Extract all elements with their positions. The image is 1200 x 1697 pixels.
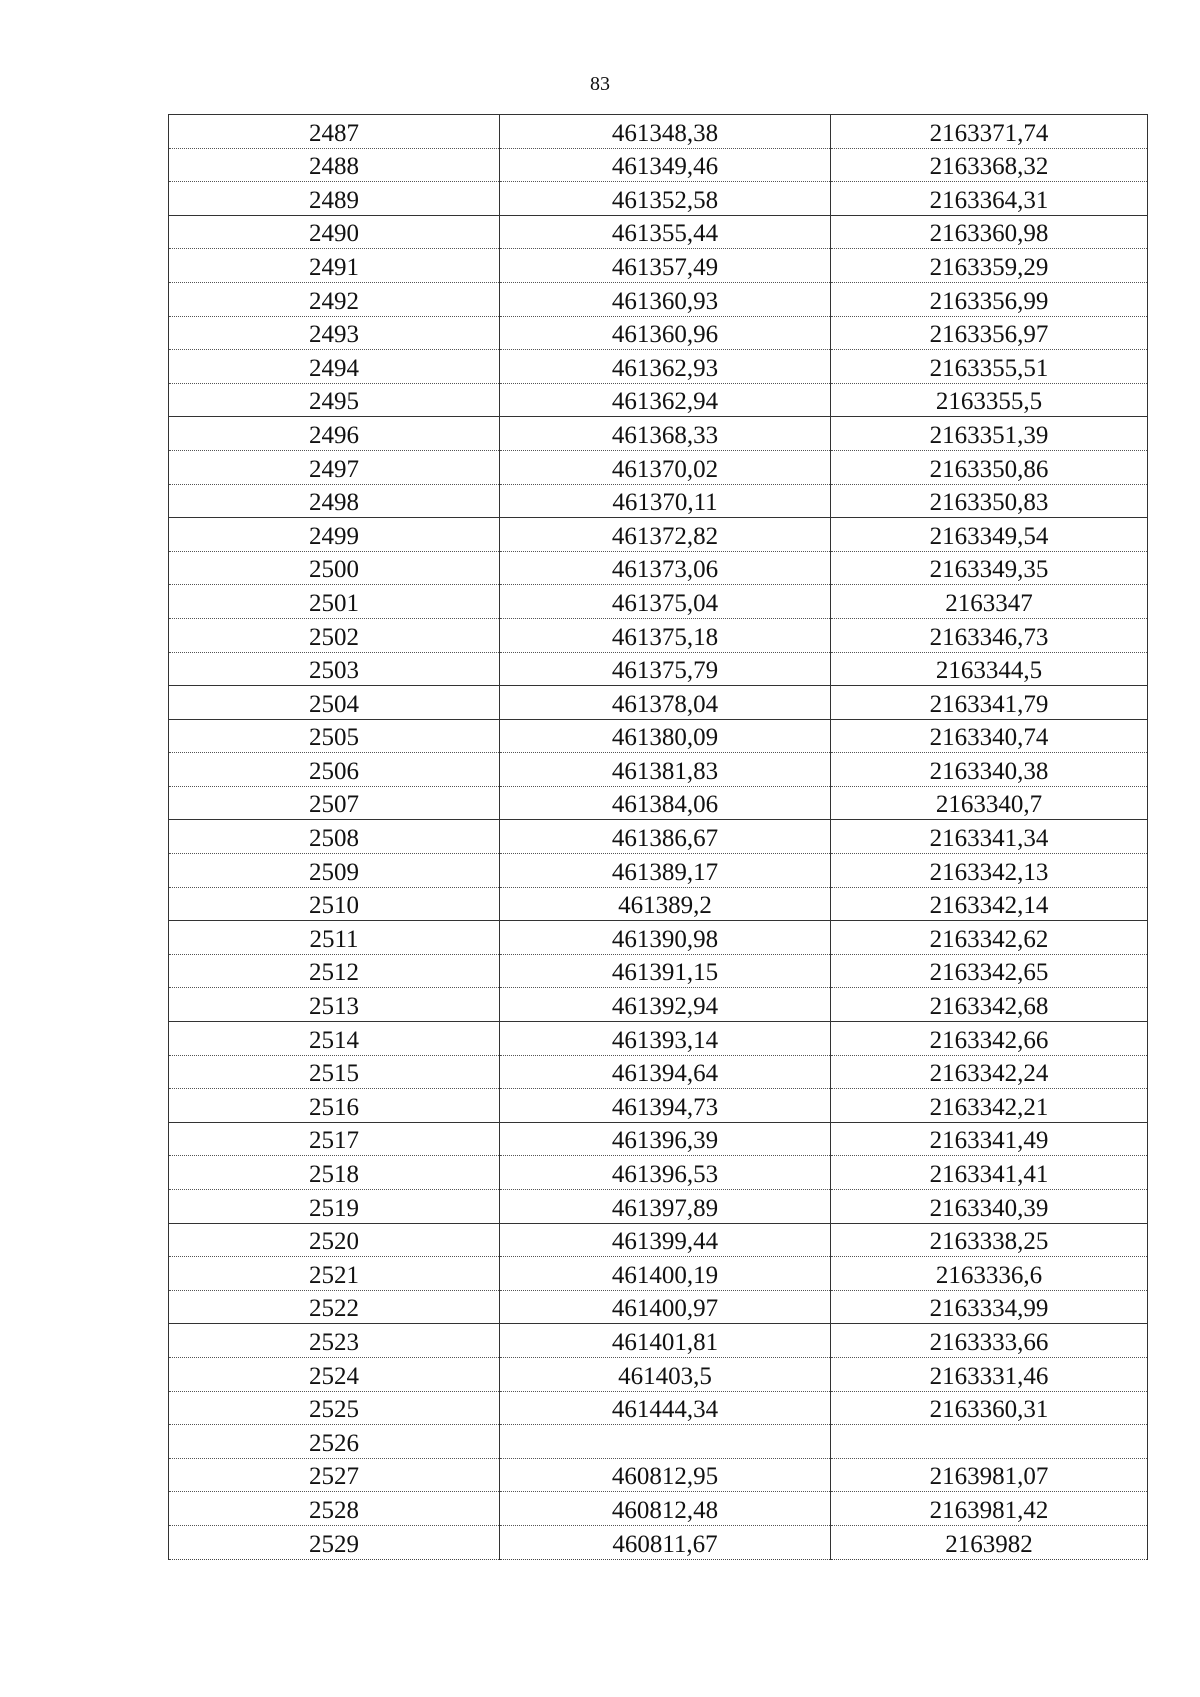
- x-coordinate-cell: 461372,82: [500, 518, 831, 552]
- table-row: [169, 618, 1148, 652]
- x-coordinate-cell: 461375,04: [500, 585, 831, 619]
- table-row: [169, 1089, 1148, 1123]
- x-coordinate-cell: 461403,5: [500, 1357, 831, 1391]
- x-coordinate-cell: 461375,79: [500, 652, 831, 686]
- y-coordinate-cell: 2163346,73: [831, 618, 1148, 652]
- point-number-cell: 2495: [169, 383, 500, 417]
- table-row: [169, 1290, 1148, 1324]
- y-coordinate-cell: 2163344,5: [831, 652, 1148, 686]
- point-number-cell: 2508: [169, 820, 500, 854]
- y-coordinate-cell: 2163340,38: [831, 753, 1148, 787]
- table-row: [169, 1324, 1148, 1358]
- table-row: [169, 1156, 1148, 1190]
- y-coordinate-cell: 2163981,07: [831, 1458, 1148, 1492]
- table-row: [169, 719, 1148, 753]
- x-coordinate-cell: 461362,93: [500, 350, 831, 384]
- point-number-cell: 2522: [169, 1290, 500, 1324]
- y-coordinate-cell: 2163340,7: [831, 786, 1148, 820]
- point-number-cell: 2498: [169, 484, 500, 518]
- y-coordinate-cell: 2163342,21: [831, 1089, 1148, 1123]
- point-number-cell: 2519: [169, 1190, 500, 1224]
- page-number: 83: [590, 73, 610, 95]
- table-body: [169, 115, 1148, 1560]
- table-row: [169, 1022, 1148, 1056]
- y-coordinate-cell: [831, 1425, 1148, 1459]
- point-number-cell: 2507: [169, 786, 500, 820]
- table-row: [169, 551, 1148, 585]
- x-coordinate-cell: 460812,48: [500, 1492, 831, 1526]
- point-number-cell: 2500: [169, 551, 500, 585]
- x-coordinate-cell: 461397,89: [500, 1190, 831, 1224]
- x-coordinate-cell: 461362,94: [500, 383, 831, 417]
- y-coordinate-cell: 2163371,74: [831, 115, 1148, 149]
- y-coordinate-cell: 2163355,5: [831, 383, 1148, 417]
- point-number-cell: 2518: [169, 1156, 500, 1190]
- x-coordinate-cell: 461381,83: [500, 753, 831, 787]
- x-coordinate-cell: 461360,96: [500, 316, 831, 350]
- y-coordinate-cell: 2163355,51: [831, 350, 1148, 384]
- table-row: [169, 249, 1148, 283]
- point-number-cell: 2488: [169, 148, 500, 182]
- table-row: [169, 753, 1148, 787]
- table-row: [169, 585, 1148, 619]
- point-number-cell: 2515: [169, 1055, 500, 1089]
- y-coordinate-cell: 2163342,66: [831, 1022, 1148, 1056]
- x-coordinate-cell: 461373,06: [500, 551, 831, 585]
- x-coordinate-cell: 461392,94: [500, 988, 831, 1022]
- y-coordinate-cell: 2163342,68: [831, 988, 1148, 1022]
- coordinates-table: [168, 114, 1148, 1560]
- y-coordinate-cell: 2163340,74: [831, 719, 1148, 753]
- point-number-cell: 2501: [169, 585, 500, 619]
- y-coordinate-cell: 2163342,24: [831, 1055, 1148, 1089]
- table-row: [169, 182, 1148, 216]
- y-coordinate-cell: 2163341,49: [831, 1122, 1148, 1156]
- x-coordinate-cell: 460811,67: [500, 1525, 831, 1559]
- x-coordinate-cell: 461391,15: [500, 954, 831, 988]
- table-row: [169, 215, 1148, 249]
- x-coordinate-cell: 461390,98: [500, 921, 831, 955]
- table-row: [169, 887, 1148, 921]
- y-coordinate-cell: 2163350,83: [831, 484, 1148, 518]
- point-number-cell: 2489: [169, 182, 500, 216]
- x-coordinate-cell: 461393,14: [500, 1022, 831, 1056]
- y-coordinate-cell: 2163342,13: [831, 854, 1148, 888]
- table-row: [169, 954, 1148, 988]
- y-coordinate-cell: 2163331,46: [831, 1357, 1148, 1391]
- point-number-cell: 2523: [169, 1324, 500, 1358]
- x-coordinate-cell: 461396,39: [500, 1122, 831, 1156]
- table-row: [169, 1223, 1148, 1257]
- y-coordinate-cell: 2163356,97: [831, 316, 1148, 350]
- y-coordinate-cell: 2163360,31: [831, 1391, 1148, 1425]
- table-row: [169, 518, 1148, 552]
- x-coordinate-cell: 461384,06: [500, 786, 831, 820]
- table-row: [169, 786, 1148, 820]
- y-coordinate-cell: 2163349,35: [831, 551, 1148, 585]
- point-number-cell: 2521: [169, 1257, 500, 1291]
- table-row: [169, 1357, 1148, 1391]
- point-number-cell: 2525: [169, 1391, 500, 1425]
- x-coordinate-cell: 461394,64: [500, 1055, 831, 1089]
- x-coordinate-cell: 461399,44: [500, 1223, 831, 1257]
- y-coordinate-cell: 2163342,62: [831, 921, 1148, 955]
- x-coordinate-cell: 461352,58: [500, 182, 831, 216]
- y-coordinate-cell: 2163368,32: [831, 148, 1148, 182]
- x-coordinate-cell: 461401,81: [500, 1324, 831, 1358]
- y-coordinate-cell: 2163364,31: [831, 182, 1148, 216]
- x-coordinate-cell: 461400,19: [500, 1257, 831, 1291]
- point-number-cell: 2491: [169, 249, 500, 283]
- point-number-cell: 2526: [169, 1425, 500, 1459]
- point-number-cell: 2493: [169, 316, 500, 350]
- y-coordinate-cell: 2163349,54: [831, 518, 1148, 552]
- y-coordinate-cell: 2163351,39: [831, 417, 1148, 451]
- table-row: [169, 316, 1148, 350]
- table-row: [169, 484, 1148, 518]
- y-coordinate-cell: 2163340,39: [831, 1190, 1148, 1224]
- point-number-cell: 2497: [169, 450, 500, 484]
- y-coordinate-cell: 2163338,25: [831, 1223, 1148, 1257]
- y-coordinate-cell: 2163350,86: [831, 450, 1148, 484]
- point-number-cell: 2504: [169, 686, 500, 720]
- point-number-cell: 2503: [169, 652, 500, 686]
- x-coordinate-cell: 461444,34: [500, 1391, 831, 1425]
- table-row: [169, 686, 1148, 720]
- y-coordinate-cell: 2163981,42: [831, 1492, 1148, 1526]
- table-row: [169, 1190, 1148, 1224]
- point-number-cell: 2516: [169, 1089, 500, 1123]
- y-coordinate-cell: 2163341,34: [831, 820, 1148, 854]
- point-number-cell: 2524: [169, 1357, 500, 1391]
- table-row: [169, 1525, 1148, 1559]
- table-row: [169, 350, 1148, 384]
- y-coordinate-cell: 2163359,29: [831, 249, 1148, 283]
- table-row: [169, 417, 1148, 451]
- y-coordinate-cell: 2163333,66: [831, 1324, 1148, 1358]
- table-row: [169, 1122, 1148, 1156]
- point-number-cell: 2506: [169, 753, 500, 787]
- point-number-cell: 2514: [169, 1022, 500, 1056]
- y-coordinate-cell: 2163356,99: [831, 282, 1148, 316]
- x-coordinate-cell: 461389,17: [500, 854, 831, 888]
- point-number-cell: 2529: [169, 1525, 500, 1559]
- x-coordinate-cell: 461386,67: [500, 820, 831, 854]
- y-coordinate-cell: 2163341,41: [831, 1156, 1148, 1190]
- x-coordinate-cell: 461396,53: [500, 1156, 831, 1190]
- y-coordinate-cell: 2163982: [831, 1525, 1148, 1559]
- table-row: [169, 652, 1148, 686]
- x-coordinate-cell: 461375,18: [500, 618, 831, 652]
- table-row: [169, 1391, 1148, 1425]
- y-coordinate-cell: 2163347: [831, 585, 1148, 619]
- table-row: [169, 383, 1148, 417]
- point-number-cell: 2505: [169, 719, 500, 753]
- table-row: [169, 115, 1148, 149]
- x-coordinate-cell: [500, 1425, 831, 1459]
- point-number-cell: 2499: [169, 518, 500, 552]
- point-number-cell: 2487: [169, 115, 500, 149]
- table-row: [169, 921, 1148, 955]
- y-coordinate-cell: 2163334,99: [831, 1290, 1148, 1324]
- x-coordinate-cell: 461380,09: [500, 719, 831, 753]
- point-number-cell: 2517: [169, 1122, 500, 1156]
- table-row: [169, 1492, 1148, 1526]
- point-number-cell: 2490: [169, 215, 500, 249]
- y-coordinate-cell: 2163360,98: [831, 215, 1148, 249]
- table-row: [169, 1257, 1148, 1291]
- x-coordinate-cell: 461370,11: [500, 484, 831, 518]
- table-row: [169, 820, 1148, 854]
- table-row: [169, 282, 1148, 316]
- x-coordinate-cell: 460812,95: [500, 1458, 831, 1492]
- point-number-cell: 2511: [169, 921, 500, 955]
- x-coordinate-cell: 461349,46: [500, 148, 831, 182]
- table-row: [169, 450, 1148, 484]
- y-coordinate-cell: 2163341,79: [831, 686, 1148, 720]
- table-row: [169, 854, 1148, 888]
- point-number-cell: 2513: [169, 988, 500, 1022]
- table-row: [169, 988, 1148, 1022]
- point-number-cell: 2528: [169, 1492, 500, 1526]
- x-coordinate-cell: 461370,02: [500, 450, 831, 484]
- y-coordinate-cell: 2163342,65: [831, 954, 1148, 988]
- table-row: [169, 1458, 1148, 1492]
- point-number-cell: 2502: [169, 618, 500, 652]
- point-number-cell: 2510: [169, 887, 500, 921]
- x-coordinate-cell: 461357,49: [500, 249, 831, 283]
- point-number-cell: 2520: [169, 1223, 500, 1257]
- x-coordinate-cell: 461368,33: [500, 417, 831, 451]
- x-coordinate-cell: 461348,38: [500, 115, 831, 149]
- table-row: [169, 148, 1148, 182]
- x-coordinate-cell: 461394,73: [500, 1089, 831, 1123]
- x-coordinate-cell: 461389,2: [500, 887, 831, 921]
- point-number-cell: 2494: [169, 350, 500, 384]
- x-coordinate-cell: 461378,04: [500, 686, 831, 720]
- table-row: [169, 1055, 1148, 1089]
- point-number-cell: 2496: [169, 417, 500, 451]
- y-coordinate-cell: 2163336,6: [831, 1257, 1148, 1291]
- point-number-cell: 2512: [169, 954, 500, 988]
- x-coordinate-cell: 461360,93: [500, 282, 831, 316]
- point-number-cell: 2527: [169, 1458, 500, 1492]
- x-coordinate-cell: 461355,44: [500, 215, 831, 249]
- table-row: [169, 1425, 1148, 1459]
- point-number-cell: 2509: [169, 854, 500, 888]
- point-number-cell: 2492: [169, 282, 500, 316]
- x-coordinate-cell: 461400,97: [500, 1290, 831, 1324]
- y-coordinate-cell: 2163342,14: [831, 887, 1148, 921]
